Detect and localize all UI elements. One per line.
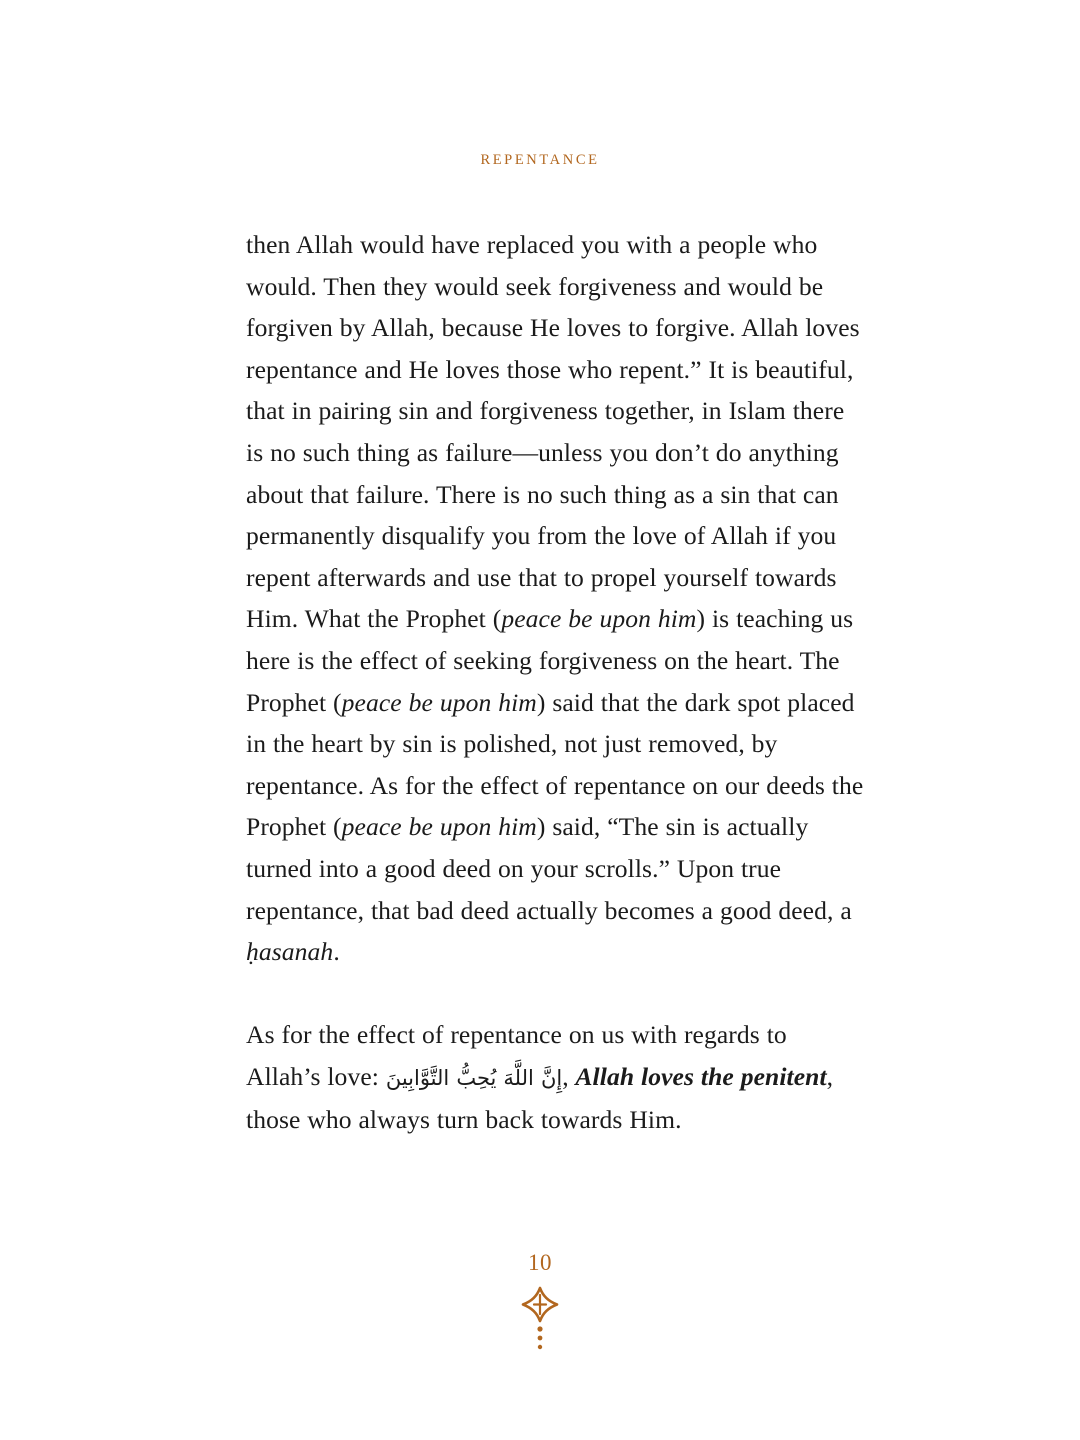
paragraph-1-run-8: .	[333, 937, 340, 967]
paragraph-1-run-4: ) said that the dark spot placed in the heart by sin is polished, not just removed, by repentance. As for the effect of repentance on our deeds the Prophet (	[246, 687, 864, 842]
paragraph-2	[246, 1014, 864, 1141]
paragraph-1-run-1: peace be upon him	[501, 604, 697, 634]
paragraph-1-run-3: peace be upon him	[341, 687, 537, 717]
paragraph-2-run-2: ,	[562, 1061, 576, 1091]
paragraph-1-run-0: then Allah would have replaced you with a people who would. Then they would seek forgiveness and would be forgiven by Allah, because He loves to forgive. Allah loves repentance and He loves those who repent.” It is beautiful, that in pairing sin and forgiveness together, in Islam there is no such thing as failure—unless you don’t do anything about that failure. There is no such thing as a sin that can permanently disqualify you from the love of Allah if you repent afterwards and use that to propel yourself towards Him. What the Prophet (	[246, 230, 860, 634]
paragraph-2-run-1: إِنَّ اللَّهَ يُحِبُّ التَّوَّابِينَ	[385, 1065, 563, 1090]
paragraph-2-run-0: As for the effect of repentance on us with regards to Allah’s love:	[246, 1020, 787, 1091]
paragraph-1-run-7: ḥasanah	[246, 937, 334, 967]
body-text-block	[246, 224, 864, 1141]
diamond-fleuron-icon	[517, 1286, 563, 1352]
ornament	[0, 1286, 1080, 1352]
paragraph-2-run-3: Allah loves the penitent	[575, 1061, 827, 1091]
running-head: REPENTANCE	[480, 152, 600, 168]
paragraph-2-run-4: , those who always turn back towards Him.	[246, 1061, 834, 1135]
paragraph-1-run-5: peace be upon him	[341, 812, 537, 842]
paragraph-1	[246, 224, 864, 973]
paragraph-1-run-2: ) is teaching us here is the effect of seeking forgiveness on the heart. The Prophet (	[246, 604, 854, 717]
page-number: 10	[528, 1250, 552, 1275]
paragraph-1-run-6: ) said, “The sin is actually turned into a good deed on your scrolls.” Upon true repentance, that bad deed actually becomes a good deed, a	[246, 812, 852, 925]
